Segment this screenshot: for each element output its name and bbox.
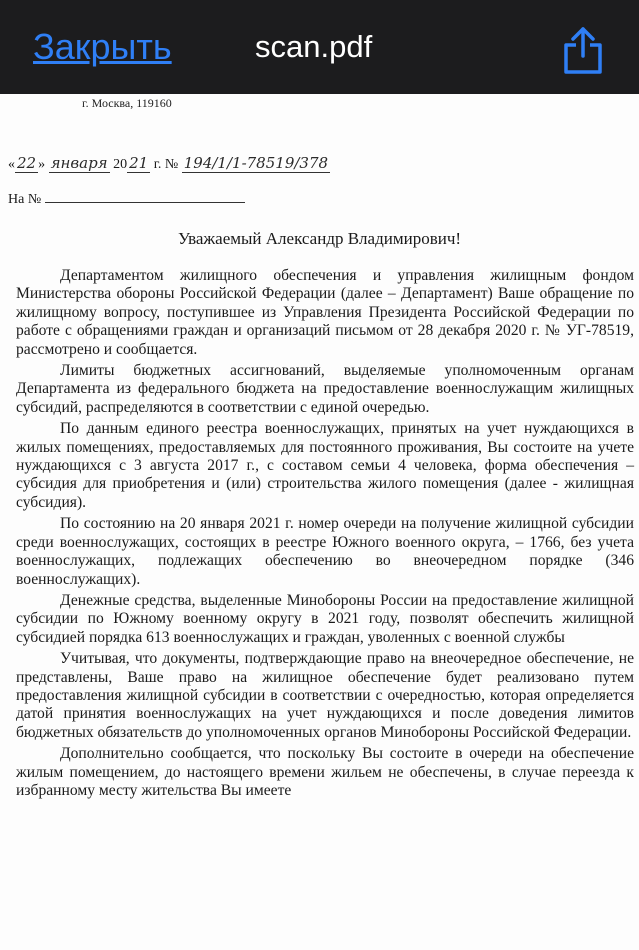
paragraph: Департаментом жилищного обеспечения и управления жилищным фондом Министерства обороны Российской Федерации (далее – Департамент) Ваше обращение по жилищному вопросу, поступившее из Управления Президента Российской Федерации по работе с обращениями граждан и организаций письмом от 28 декабря 2020 г. № УГ-78519, рассмотрено и сообщается.	[16, 267, 634, 358]
paragraph: Лимиты бюджетных ассигнований, выделяемые уполномоченным органам Департамента из федерального бюджета на предоставление военнослужащим жилищных субсидий, распределяются в соответствии с единой очередью.	[16, 362, 634, 416]
close-button[interactable]: Закрыть	[33, 26, 172, 67]
reference-label: На №	[8, 192, 42, 207]
salutation: Уважаемый Александр Владимирович!	[177, 229, 462, 248]
date-year-label: г. №	[153, 157, 179, 172]
reference-line	[8, 190, 245, 208]
paragraph: Дополнительно сообщается, что поскольку Вы состоите в очереди на обеспечение жилым помещением, до настоящего времени жильем не обеспечены, в случае переезда к избранному месту жительства Вы имеете	[16, 745, 634, 799]
date-month: января	[50, 154, 108, 172]
document-number: 194/1/1-78519/378	[183, 154, 329, 172]
document-title: scan.pdf	[255, 29, 373, 64]
close-quote: »	[38, 157, 46, 172]
reference-blank	[45, 190, 245, 203]
date-year-prefix: 20	[113, 157, 128, 172]
date-day: 22	[17, 154, 37, 172]
paragraph: По состоянию на 20 января 2021 г. номер очереди на получение жилищной субсидии среди военнослужащих, состоящих в реестре Южного военного округа, – 1766, без учета военнослужащих, подлежащих обеспечению во внеочередном порядке (346 военнослужащих).	[16, 515, 634, 588]
share-icon	[562, 26, 604, 74]
letter-body	[16, 267, 634, 803]
date-line	[8, 154, 330, 173]
paragraph: По данным единого реестра военнослужащих, принятых на учет нуждающихся в жилых помещениях, предоставляемых для постоянного проживания, Вы состоите на учете нуждающихся с 3 августа 2017 г., с составом семьи 4 человека, форма обеспечения – субсидия для приобретения и (или) строительства жилого помещения (далее - жилищная субсидия).	[16, 420, 634, 511]
pdf-page[interactable]	[0, 94, 639, 950]
paragraph: Учитывая, что документы, подтверждающие право на внеочередное обеспечение, не представлены, Ваше право на жилищное обеспечение будет реализовано путем предоставления жилищной субсидии в соответствии с очередностью, которая определяется датой принятия военнослужащих на учет нуждающихся и после доведения лимитов бюджетных обязательств до уполномоченных органов Минобороны Российской Федерации.	[16, 650, 634, 741]
viewer-toolbar	[0, 0, 639, 94]
date-year-suffix: 21	[129, 154, 149, 172]
share-button[interactable]	[562, 26, 604, 74]
open-quote: «	[8, 157, 15, 172]
sender-address: г. Москва, 119160	[82, 96, 172, 110]
paragraph: Денежные средства, выделенные Минобороны России на предоставление жилищной субсидии по Южному военному округу в 2021 году, позволят обеспечить жилищной субсидией порядка 613 военнослужащих и граждан, уволенных с военной службы	[16, 591, 634, 646]
